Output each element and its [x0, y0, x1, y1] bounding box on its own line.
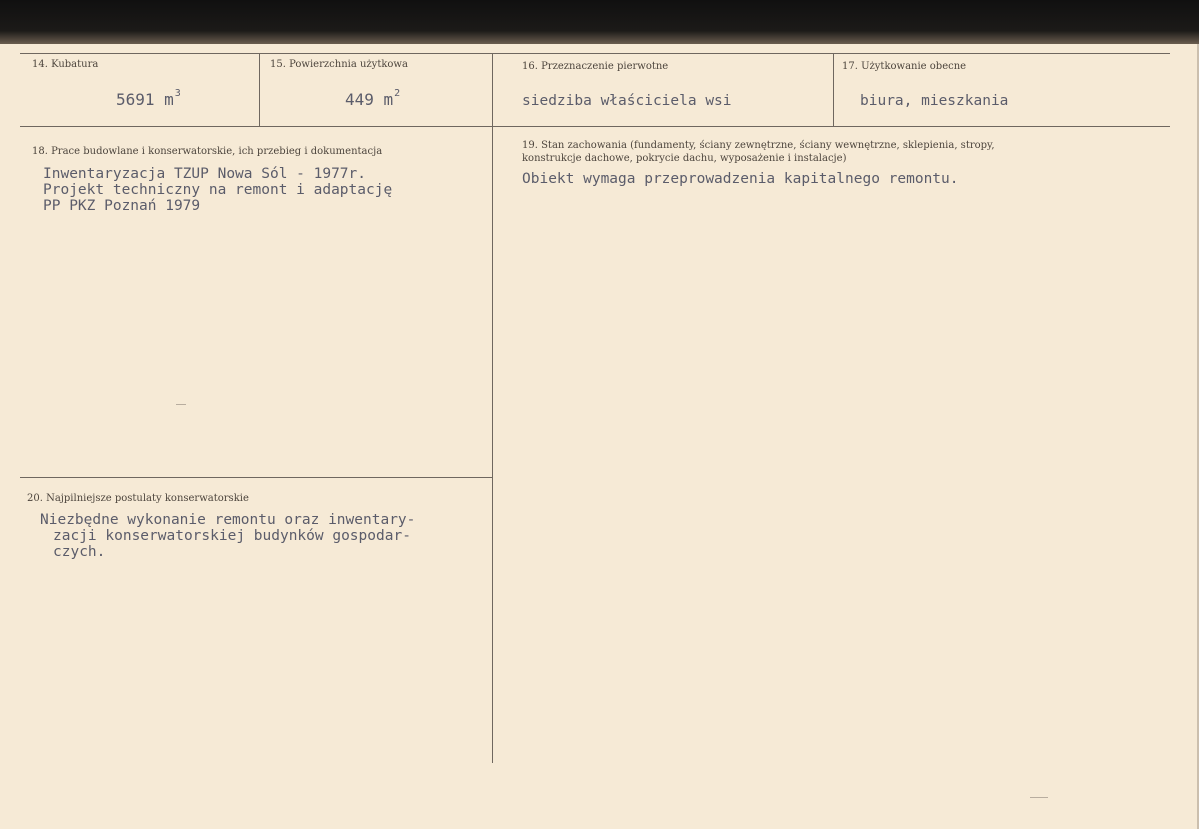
postulaty-label: 20. Najpilniejsze postulaty konserwatorskie: [27, 493, 249, 504]
powierzchnia-value: 449 $m^2$: [345, 88, 401, 109]
stan-label-line: 19. Stan zachowania (fundamenty, ściany zewnętrzne, ściany wewnętrzne, sklepienia, stropy,: [522, 140, 995, 151]
kubatura-label: 14. Kubatura: [32, 59, 99, 70]
top-rule: [20, 53, 1170, 54]
prace-line: Projekt techniczny na remont i adaptację: [43, 182, 393, 198]
uzytkowanie-value: biura, mieszkania: [860, 93, 1009, 109]
stan-value: Obiekt wymaga przeprowadzenia kapitalnego remontu.: [522, 171, 959, 187]
postulaty-line: zacji konserwatorskiej budynków gospodar-: [53, 528, 411, 544]
postulaty-value: [40, 512, 415, 560]
prace-label: 18. Prace budowlane i konserwatorskie, ich przebieg i dokumentacja: [32, 146, 383, 157]
divider-15-16: [492, 53, 493, 763]
scan-dark-band: [0, 0, 1199, 44]
postulaty-line: czych.: [53, 544, 106, 560]
powierzchnia-label: 15. Powierzchnia użytkowa: [270, 59, 408, 70]
przeznaczenie-value: siedziba właściciela wsi: [522, 93, 732, 109]
row1-bottom-rule: [20, 126, 1170, 127]
stan-label-line: konstrukcje dachowe, pokrycie dachu, wyposażenie i instalacje): [522, 153, 847, 164]
stan-label: [522, 139, 995, 165]
uzytkowanie-label: 17. Użytkowanie obecne: [842, 61, 967, 72]
divider-14-15: [259, 53, 260, 126]
divider-16-17: [833, 53, 834, 126]
section20-top-rule: [20, 477, 492, 478]
prace-value: [43, 166, 392, 214]
kubatura-value: 5691 $m^3$: [116, 88, 181, 109]
przeznaczenie-label: 16. Przeznaczenie pierwotne: [522, 61, 669, 72]
scan-speck: [176, 404, 186, 405]
prace-line: Inwentaryzacja TZUP Nowa Sól - 1977r.: [43, 166, 367, 182]
prace-line: PP PKZ Poznań 1979: [43, 198, 201, 214]
scan-speck: [1030, 797, 1048, 798]
postulaty-line: Niezbędne wykonanie remontu oraz inwentary-: [40, 512, 416, 528]
